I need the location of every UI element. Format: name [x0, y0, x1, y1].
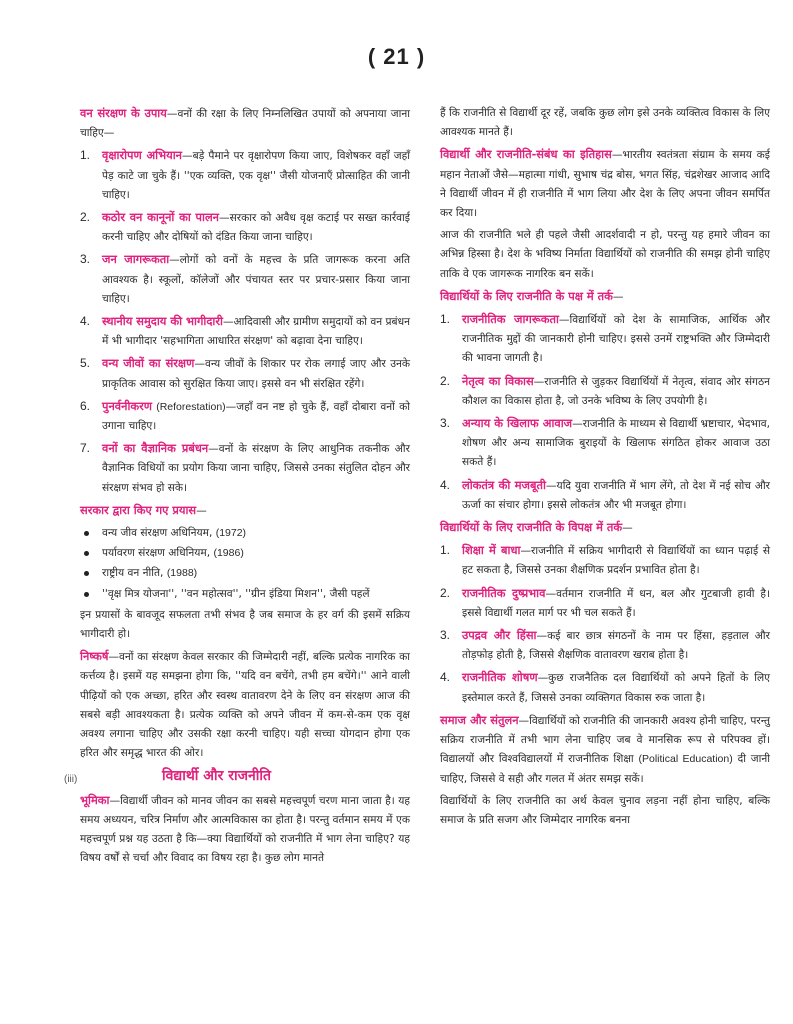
list-item: 5. वन्य जीवों का संरक्षण—वन्य जीवों के शिकार पर रोक लगाई जाए और उनके प्राकृतिक आवास को सुरक्षित किया जाए। इससे वन भी संरक्षित रहेंगे। — [80, 356, 411, 390]
list-item: वन्य जीव संरक्षण अधिनियम, (1972) — [80, 524, 410, 543]
list-item: 2. राजनीतिक दुष्प्रभाव—वर्तमान राजनीति में धन, बल और गुटबाजी हावी है। इससे विद्यार्थी गलत मार्ग पर भी चल सकते हैं। — [440, 585, 770, 619]
list-item: 7. वनों का वैज्ञानिक प्रबंधन—वनों के संरक्षण के लिए आधुनिक तकनीक और वैज्ञानिक विधियों का प्रयोग किया जाना चाहिए, जिससे उनका संतुलित दोहन और संरक्षण संभव हो सके। — [80, 441, 410, 494]
govt-efforts-heading: सरकार द्वारा किए गए प्रयास— — [80, 502, 207, 517]
list-item: 4. राजनीतिक शोषण—कुछ राजनैतिक दल विद्यार्थियों को अपने हितों के लिए इस्तेमाल करते हैं, जिससे उनका व्यक्तिगत विकास रुक जाता है। — [440, 670, 770, 704]
list-item: 1. शिक्षा में बाधा—राजनीति में सक्रिय भागीदारी से विद्यार्थियों का ध्यान पढ़ाई से हट सकता है, जिससे उनका शैक्षणिक प्रदर्शन प्रभावित होता है। — [440, 543, 770, 577]
today-paragraph: आज की राजनीति भले ही पहले जैसी आदर्शवादी न हो, परन्तु यह हमारे जीवन का अभिन्न हिस्सा है। देश के भविष्य निर्माता विद्यार्थियों को राजनीति की समझ होनी चाहिए ताकि वे एक जागरूक नागरिक बन सकें। — [440, 229, 770, 280]
forest-measures-intro: वन संरक्षण के उपाय—वनों की रक्षा के लिए निम्नलिखित उपायों को अपनाया जाना चाहिए— — [80, 106, 410, 140]
final-paragraph: विद्यार्थियों के लिए राजनीति का अर्थ केवल चुनाव लड़ना नहीं होना चाहिए, बल्कि समाज के प्रति सजग और जिम्मेदार नागरिक बनना — [440, 794, 770, 826]
list-item: 3. अन्याय के खिलाफ आवाज—राजनीति के माध्यम से विद्यार्थी भ्रष्टाचार, भेदभाव, शोषण और अन्य सामाजिक बुराइयों के खिलाफ संगठित होकर आवाज उठा सकते हैं। — [440, 416, 770, 469]
bullet-icon — [84, 531, 89, 536]
govt-efforts-list — [80, 524, 410, 604]
section-header — [64, 767, 410, 789]
cons-list — [440, 541, 770, 708]
students-politics-intro: भूमिका—विद्यार्थी जीवन को मानव जीवन का सबसे महत्त्वपूर्ण चरण माना जाता है। यह समय अध्ययन, चरित्र निर्माण और आत्मविकास का होता है। परन्तु वर्तमान समय में एक महत्त्वपूर्ण प्रश्न यह उठता है कि—क्या विद्यार्थियों को राजनीति में भाग लेना चाहिए? यह विषय वर्षों से चर्चा और विवाद का विषय रहा है। कुछ लोग मानते — [80, 792, 410, 865]
right-column — [440, 104, 770, 833]
list-item: 4. स्थानीय समुदाय की भागीदारी—आदिवासी और ग्रामीण समुदायों को वन प्रबंधन में भी भागीदार 'सहभागिता आधारित संरक्षण' को बढ़ावा देना चाहिए। — [80, 314, 410, 348]
list-item: पर्यावरण संरक्षण अधिनियम, (1986) — [80, 544, 410, 563]
section-title: विद्यार्थी और राजनीति — [162, 767, 271, 784]
list-item: 6. पुनर्वनीकरण (Reforestation)—जहाँ वन नष्ट हो चुके हैं, वहाँ दोबारा वनों को उगाना चाहिए। — [80, 398, 410, 433]
bullet-icon — [84, 571, 89, 576]
left-column — [64, 104, 411, 871]
govt-efforts-summary: इन प्रयासों के बावजूद सफलता तभी संभव है जब समाज के हर वर्ग की इसमें सक्रिय भागीदारी हो। — [80, 608, 410, 641]
list-item: 1. वृक्षारोपण अभियान—बड़े पैमाने पर वृक्षारोपण किया जाए, विशेषकर वहाँ जहाँ पेड़ काटे जा चुके हैं। ''एक व्यक्ति, एक वृक्ष'' जैसी योजनाएँ प्रोत्साहित की जानी चाहिए। — [80, 148, 410, 201]
list-item: राष्ट्रीय वन नीति, (1988) — [80, 564, 410, 583]
bullet-icon — [84, 592, 89, 597]
heading-forest-measures: वन संरक्षण के उपाय — [80, 106, 167, 120]
pros-heading: विद्यार्थियों के लिए राजनीति के पक्ष में तर्क— — [440, 288, 624, 303]
list-item: 4. लोकतंत्र की मजबूती—यदि युवा राजनीति में भाग लेंगे, तो देश में नई सोच और ऊर्जा का संचार होगा। इससे लोकतंत्र और भी मजबूत होगा। — [440, 477, 771, 511]
list-item: 2. कठोर वन कानूनों का पालन—सरकार को अवैध वृक्ष कटाई पर सख्त कार्रवाई करनी चाहिए और दोषियों को दंडित किया जाना चाहिए। — [80, 210, 410, 244]
list-item: 1. राजनीतिक जागरूकता—विद्यार्थियों को देश के सामाजिक, आर्थिक और राजनीतिक मुद्दों की जानकारी होनी चाहिए। इससे उनमें राष्ट्रभक्ति और जिम्मेदारी की भावना जागती है। — [440, 312, 770, 365]
section-number: (iii) — [64, 773, 78, 785]
cons-heading: विद्यार्थियों के लिए राजनीति के विपक्ष में तर्क— — [440, 520, 633, 535]
bullet-icon — [84, 551, 89, 556]
history-paragraph: विद्यार्थी और राजनीति-संबंध का इतिहास—भारतीय स्वतंत्रता संग्राम के समय कई महान नेताओं जैसे—महात्मा गांधी, सुभाष चंद्र बोस, भगत सिंह, चंद्रशेखर आजाद आदि ने विद्यार्थी जीवन में ही राजनीति में भाग लिया और देश के लिए अपना जीवन समर्पित कर दिया। — [440, 147, 771, 220]
continuation-paragraph: हैं कि राजनीति से विद्यार्थी दूर रहें, जबकि कुछ लोग इसे उनके व्यक्तित्व विकास के लिए आवश्यक मानते हैं। — [440, 107, 770, 139]
conclusion: निष्कर्ष—वनों का संरक्षण केवल सरकार की जिम्मेदारी नहीं, बल्कि प्रत्येक नागरिक का कर्त्तव्य है। इसमें यह समझना होगा कि, ''यदि वन बचेंगे, तभी हम बचेंगे।'' आने वाली पीढ़ियों को एक अच्छा, हरित और स्वस्थ वातावरण देने के लिए वन संरक्षण आज की सबसे बड़ी आवश्यकता है। प्रत्येक व्यक्ति को अपने जीवन में कम-से-कम एक वृक्ष अवश्य लगाना चाहिए और उसकी रक्षा करनी चाहिए। यही सच्चा योगदान होगा एक हरित और समृद्ध भारत की ओर। — [80, 649, 410, 760]
page-number: ( 21 ) — [367, 44, 426, 69]
list-item: ''वृक्ष मित्र योजना'', ''वन महोत्सव'', ''ग्रीन इंडिया मिशन'', जैसी पहलें — [80, 585, 410, 604]
list-item: 3. जन जागरूकता—लोगों को वनों के महत्त्व के प्रति जागरूक करना अति आवश्यक है। स्कूलों, कॉलेजों और पंचायत स्तर पर प्रचार-प्रसार किया जाना चाहिए। — [80, 252, 410, 305]
forest-measures-list — [80, 146, 410, 497]
balance-paragraph: समाज और संतुलन—विद्यार्थियों को राजनीति की जानकारी अवश्य होनी चाहिए, परन्तु सक्रिय राजनीति में तभी भाग लेना चाहिए जब वे मानसिक रूप से परिपक्व हों। विद्यालयों और विश्वविद्यालयों में राजनीतिक शिक्षा (Political Education) दी जानी चाहिए, जिससे वे सही और गलत में अंतर समझ सकें। — [440, 712, 770, 785]
pros-list — [440, 310, 770, 515]
list-item: 3. उपद्रव और हिंसा—कई बार छात्र संगठनों के नाम पर हिंसा, हड़ताल और तोड़फोड़ होती है, जिससे शैक्षणिक वातावरण खराब होता है। — [440, 628, 770, 662]
list-item: 2. नेतृत्व का विकास—राजनीति से जुड़कर विद्यार्थियों में नेतृत्व, संवाद ओर संगठन कौशल का विकास होता है, जो उनके भविष्य के लिए उपयोगी है। — [440, 373, 770, 407]
